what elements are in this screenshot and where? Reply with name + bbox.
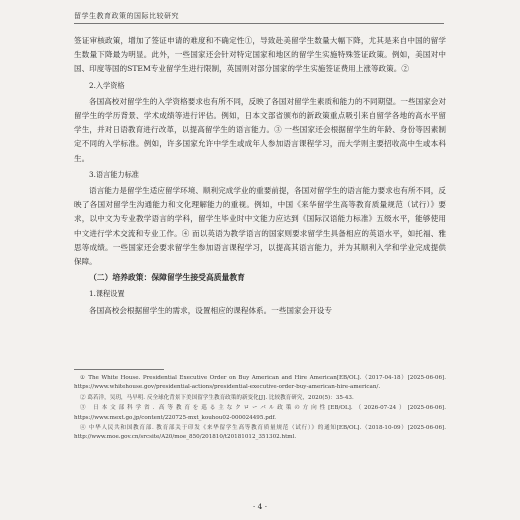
section-heading-training: （二）培养政策：保障留学生接受高质量教育 bbox=[89, 273, 245, 283]
subheading-admission: 2.入学资格 bbox=[89, 80, 125, 90]
footnote: ③ 日本文部科学省. 高等教育を巡る主なクローバル政策の方向性[EB/OL].（2026-07-24）[2025-06-06]. https://www.mext.go.jp/content/220725-mxt_kouhou02-000024495.pdf. bbox=[74, 405, 446, 421]
running-head: 留学生教育政策的国际比较研究 bbox=[74, 12, 179, 20]
paragraph-visa: 签证审核政策，增加了签证申请的难度和不确定性①，导致赴美留学生数量大幅下降，尤其是来自中国的留学生数量下降最为明显。此外，一些国家还会针对特定国家和地区的留学生实施特殊签证政策。例如，美国对中国、印度等国的STEM专业留学生进行限制，英国则对部分国家的学生实施签证费用上涨等政策。② bbox=[74, 36, 446, 74]
footnote: ① The White House. Presidential Executive Order on Buy American and Hire American[EB/OL].（2017-04-18）[2025-06-06]. https://www.whitehouse.gov/presidential-actions/presidential-executive-order-buy-american-hire-american/. bbox=[74, 375, 446, 391]
subheading-curriculum: 1.课程设置 bbox=[89, 289, 125, 299]
paragraph-language: 语言能力是留学生适应留学环境、顺利完成学业的重要前提，各国对留学生的语言能力要求也有所不同，反映了各国对留学生沟通能力和文化理解能力的重视。例如，中国《来华留学生高等教育质量规范（试行）》要求，以中文为专业教学语言的学科，留学生毕业时中文能力应达到《国际汉语能力标准》五级水平，能够使用中文进行学术交流和专业工作。④ 而以英语为教学语言的国家则要求留学生具备相应的英语水平，如托福、雅思等成绩。一些国家还会要求留学生参加语言课程学习，以提高其语言能力，并为其顺利入学和学业完成提供保障。 bbox=[74, 186, 446, 267]
footnote: ② 葛若洋，吴玥，马早明. 反全球化背景下美国留学生教育政策的新变化[J]. 比较教育研究，2020(5)：35-43. bbox=[80, 394, 354, 401]
body-text bbox=[74, 34, 446, 318]
paragraph-curriculum: 各国高校会根据留学生的需求，设置相应的课程体系。一些国家会开设专 bbox=[89, 305, 332, 315]
page-number: · 4 · bbox=[252, 502, 268, 511]
footnote: ④ 中华人民共和国教育部. 教育部关于印发《来华留学生高等教育质量规范（试行）》的通知[EB/OL].（2018-10-09）[2025-06-06]. http://www.moe.gov.cn/srcsite/A20/moe_850/201810/t20181012_351302.html. bbox=[74, 425, 446, 441]
subheading-language: 3.语言能力标准 bbox=[89, 169, 139, 179]
header-rule bbox=[74, 23, 444, 24]
footnote-rule bbox=[74, 369, 164, 370]
footnotes bbox=[74, 374, 446, 444]
paragraph-admission: 各国高校对留学生的入学资格要求也有所不同，反映了各国对留学生素质和能力的不同期望。一些国家会对留学生的学历背景、学术成绩等进行评估。例如，日本文部省颁布的新政策重点吸引来自留学各地的高水平留学生，并对日语教育进行改革，以提高留学生的语言能力。③ 一些国家还会根据留学生的年龄、身份等因素制定不同的入学标准。例如，许多国家允许中学生或成年人参加语言课程学习，而大学则主要招收高中生或本科生。 bbox=[74, 96, 446, 163]
